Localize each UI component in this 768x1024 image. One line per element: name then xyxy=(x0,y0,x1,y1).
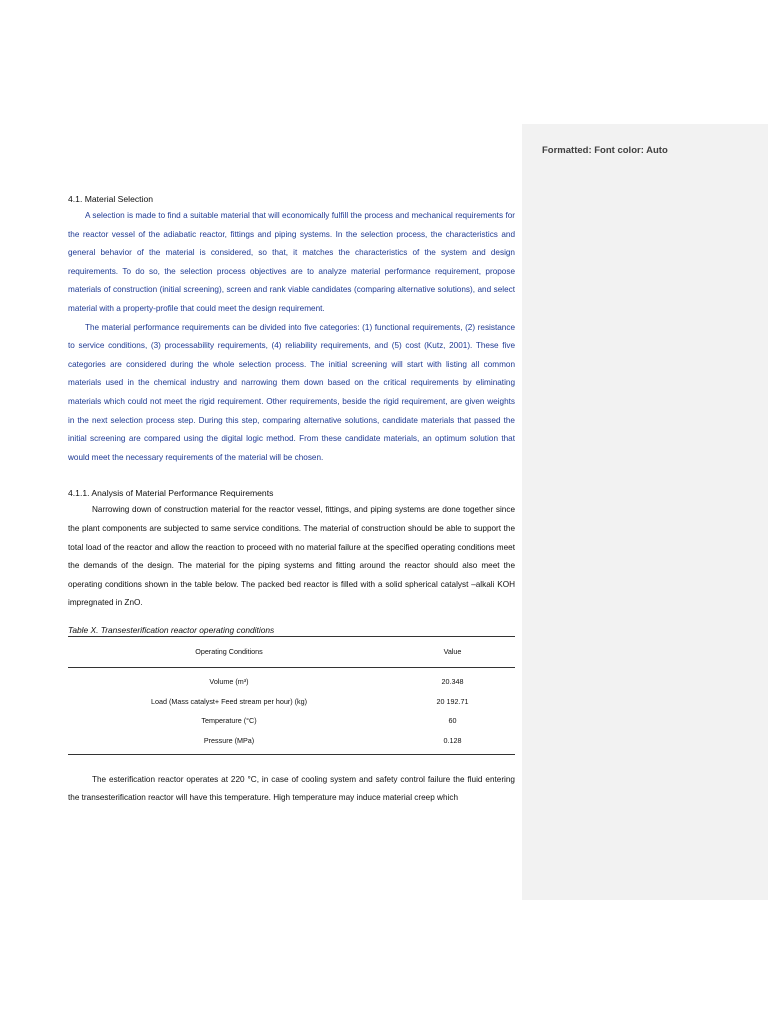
section-paragraph-2: The material performance requirements can be divided into five categories: (1) functional requirements, (2) resistance to service conditions, (3) processability requirements, (4) reliability requirements, and (5) cost (Kutz, 2001). These five categories are considered during the whole selection process. The initial screening will start with listing all common materials used in the chemical industry and narrowing them down based on the critical requirements by eliminating materials which could not meet the rigid requirement. Other requirements, beside the rigid requirement, are given weights in the next selection process step. During this step, comparing alternative solutions, candidate materials that passed the initial screening are compared using the digital logic method. From these candidate materials, an optimum solution that would meet the necessary requirements of the material will be chosen. xyxy=(68,322,515,462)
table-header-condition: Operating Conditions xyxy=(68,636,390,667)
table-cell-condition: Temperature (°C) xyxy=(201,716,257,726)
table-header-value: Value xyxy=(390,636,515,667)
document-page xyxy=(68,191,515,808)
section-paragraph-1: A selection is made to find a suitable material that will economically fulfill the process and mechanical requirements for the reactor vessel of the adiabatic reactor, fittings and piping systems. In the selection process, the characteristics and general behavior of the material is considered, so that, it matches the characteristics of the system and design requirements. To do so, the selection process objectives are to analyze material performance requirement, propose materials of construction (initial screening), screen and rank viable candidates (comparing alternative solutions), and select material with a property-profile that could meet the design requirement. xyxy=(68,211,515,313)
table-row xyxy=(68,691,515,711)
table-cell-condition: Pressure (MPa) xyxy=(68,730,390,754)
table-cell-condition: Load (Mass catalyst+ Feed stream per hour) (kg) xyxy=(151,696,307,706)
table-cell-value: 60 xyxy=(448,716,457,726)
subsection-paragraph: Narrowing down of construction material for the reactor vessel, fittings, and piping systems are done together since the plant components are subjected to same service conditions. The material of construction should be able to support the total load of the reactor and allow the reaction to proceed with no material failure at the specified operating conditions meet the demands of the design. The material for the piping systems and fitting around the reactor should also meet the operating conditions shown in the table below. The packed bed reactor is filled with a solid spherical catalyst –alkali KOH impregnated in ZnO. xyxy=(68,505,515,608)
spacer xyxy=(68,613,515,624)
table-row xyxy=(68,730,515,754)
table-cell-value: 20 192.71 xyxy=(436,696,469,706)
section-heading: 4.1. Material Selection xyxy=(68,194,154,204)
operating-conditions-table xyxy=(68,636,515,755)
subsection-heading: 4.1.1. Analysis of Material Performance Requirements xyxy=(68,488,274,499)
table-header-row xyxy=(68,636,515,667)
table-cell-condition: Volume (m³) xyxy=(209,677,249,687)
closing-paragraph: The esterification reactor operates at 220 °C, in case of cooling system and safety control failure the fluid entering the transesterification reactor will have this temperature. High temperature may induce material creep which xyxy=(68,774,515,803)
table-cell-value: 0.128 xyxy=(390,730,515,754)
table-row xyxy=(68,711,515,731)
spacer xyxy=(68,755,515,771)
spacer xyxy=(68,467,515,485)
table-row xyxy=(68,667,515,691)
table-caption: Table X. Transesterification reactor operating conditions xyxy=(68,624,275,635)
table-cell-value: 20.348 xyxy=(441,677,464,687)
comment-pane[interactable] xyxy=(522,124,768,900)
comment-label[interactable]: Formatted: Font color: Auto xyxy=(542,145,668,156)
